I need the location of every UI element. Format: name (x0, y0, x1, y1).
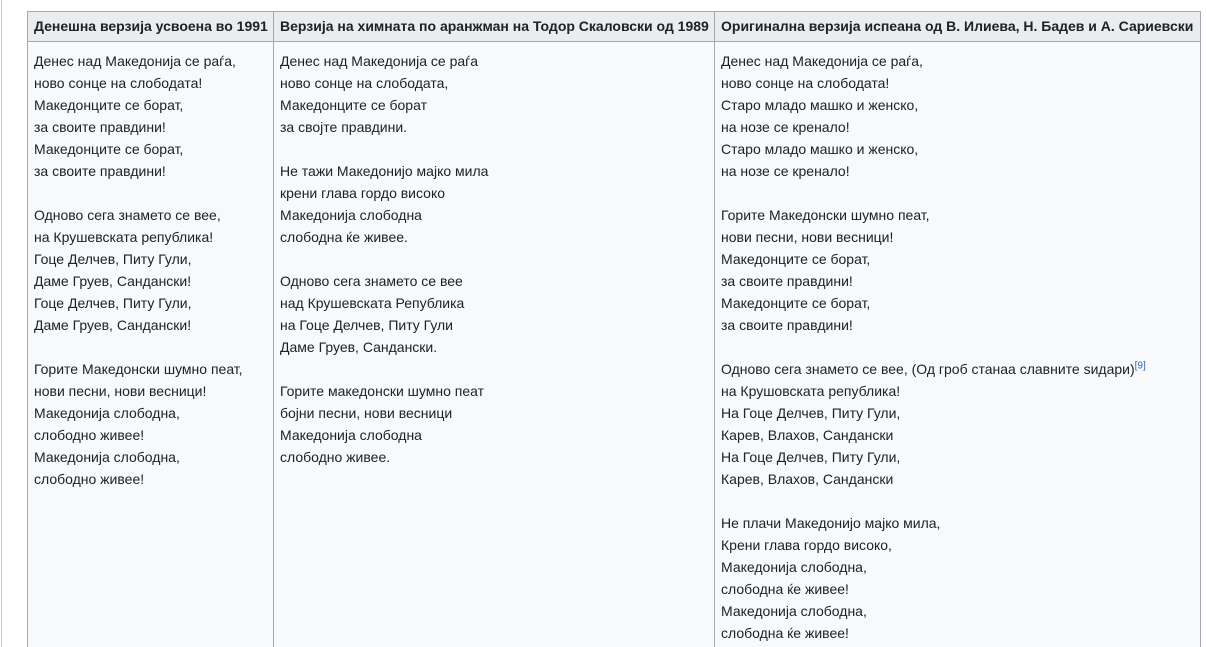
stanza-gap (721, 490, 1194, 512)
lyric-line: ново сонце на слободата! (721, 75, 890, 91)
lyric-line: Македонија слободна, (721, 603, 867, 619)
lyric-line: Македонија слободна, (34, 449, 180, 465)
stanza-gap (721, 336, 1194, 358)
lyric-line: за своите правдини! (721, 273, 853, 289)
lyric-line: Македонците се борат, (34, 97, 184, 113)
lyrics-cell-1989 (274, 42, 715, 647)
lyrics-row (28, 42, 1201, 647)
lyrics-cell-original (715, 42, 1201, 647)
lyric-line: крени глава гордо високо (280, 185, 446, 201)
lyric-line: Карев, Влахов, Сандански (721, 427, 894, 443)
lyric-line: Македонија слободна, (721, 559, 867, 575)
stanza-gap (280, 358, 708, 380)
lyric-line: на нозе се кренало! (721, 119, 850, 135)
table-header-row (28, 12, 1201, 42)
lyric-line: за своите правдини! (721, 317, 853, 333)
lyric-line: Старо младо машко и женско, (721, 97, 919, 113)
lyric-line: за своите правдини! (34, 163, 166, 179)
lyric-line: Горите Македонски шумно пеат, (721, 207, 930, 223)
lyric-line: Македонците се борат, (34, 141, 184, 157)
lyric-line: за своите правдини! (34, 119, 166, 135)
column-header-original: Оригинална верзија испеана од В. Илиева, Н. Бадев и А. Сариевски (715, 12, 1201, 42)
lyric-line: слободна ќе живее! (721, 625, 849, 641)
lyric-line: ново сонце на слободата! (34, 75, 203, 91)
lyric-line: нови песни, нови весници! (721, 229, 894, 245)
lyric-line: над Крушевската Република (280, 295, 465, 311)
lyric-line: На Гоце Делчев, Питу Гули, (721, 405, 901, 421)
left-border-rule (1, 0, 2, 647)
lyric-line: слободна ќе живее. (280, 229, 408, 245)
lyric-line: бојни песни, нови весници (280, 405, 453, 421)
lyric-line: Даме Груев, Сандански! (34, 273, 192, 289)
lyric-line: нови песни, нови весници! (34, 383, 207, 399)
lyric-line: Горите македонски шумно пеат (280, 383, 485, 399)
lyric-line: Македонците се борат, (721, 251, 871, 267)
stanza-gap (280, 248, 708, 270)
column-header-1991: Денешна верзија усвоена во 1991 (28, 12, 274, 42)
lyric-line: Не плачи Македонијо мајко мила, (721, 515, 941, 531)
lyric-line: на Крушевската република! (34, 229, 214, 245)
reference-link[interactable]: [9] (1134, 360, 1146, 372)
anthem-versions-table (27, 11, 1201, 647)
lyric-line: На Гоце Делчев, Питу Гули, (721, 449, 901, 465)
lyric-line: слободно живее. (280, 449, 391, 465)
lyric-line: за својте правдини. (280, 119, 408, 135)
stanza-gap (34, 182, 267, 204)
lyric-line: Гоце Делчев, Питу Гули, (34, 251, 192, 267)
lyric-line: Не тажи Македонијо мајко мила (280, 163, 489, 179)
lyric-line: Старо младо машко и женско, (721, 141, 919, 157)
stanza-gap (721, 182, 1194, 204)
lyric-line: Денес над Македонија се раѓа, (34, 53, 236, 69)
lyric-line: на Гоце Делчев, Питу Гули (280, 317, 454, 333)
lyric-line: Денес над Македонија се раѓа, (721, 53, 923, 69)
lyric-line: Даме Груев, Сандански. (280, 339, 438, 355)
lyric-line: Одново сега знамето се вее, (Од гроб станаа славните ѕидари)[9] (721, 360, 1146, 377)
stanza-gap (34, 336, 267, 358)
lyric-line: Македонија слободна (280, 427, 422, 443)
lyric-line: на Крушовската република! (721, 383, 901, 399)
lyric-line: Горите Македонски шумно пеат, (34, 361, 243, 377)
lyric-line: Македонија слободна (280, 207, 422, 223)
lyric-line: слободно живее! (34, 427, 145, 443)
lyric-line: ново сонце на слободата, (280, 75, 449, 91)
lyric-line: слободно живее! (34, 471, 145, 487)
lyric-line: Карев, Влахов, Сандански (721, 471, 894, 487)
lyric-line: Даме Груев, Сандански! (34, 317, 192, 333)
lyric-line: Гоце Делчев, Питу Гули, (34, 295, 192, 311)
lyric-line: Македонија слободна, (34, 405, 180, 421)
stanza-gap (280, 138, 708, 160)
lyric-line: Одново сега знамето се вее, (34, 207, 221, 223)
lyric-line: Одново сега знамето се вее (280, 273, 463, 289)
lyric-line: на нозе се кренало! (721, 163, 850, 179)
lyric-line: слободна ќе живее! (721, 581, 849, 597)
lyric-line: Денес над Македонија се раѓа (280, 53, 479, 69)
column-header-1989: Верзија на химната по аранжман на Тодор Скаловски од 1989 (274, 12, 715, 42)
lyrics-cell-1991 (28, 42, 274, 647)
lyric-line: Македонците се борат (280, 97, 427, 113)
lyric-line: Крени глава гордо високо, (721, 537, 892, 553)
lyric-line: Македонците се борат, (721, 295, 871, 311)
